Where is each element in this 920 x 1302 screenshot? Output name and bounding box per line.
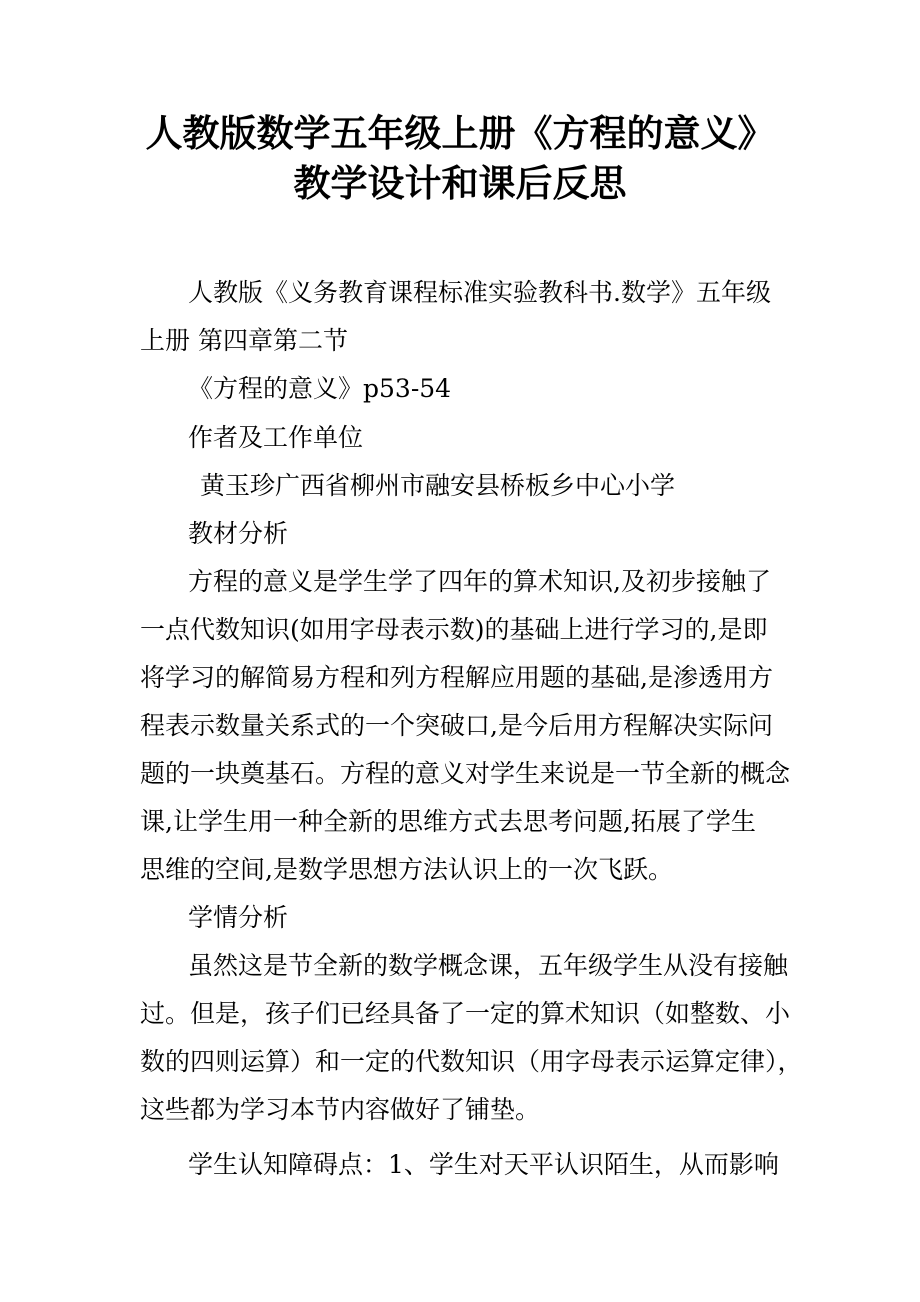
paragraph-line: 程表示数量关系式的一个突破口,是今后用方程解决实际问 [140,711,773,740]
paragraph-line: 数的四则运算）和一定的代数知识（用字母表示运算定律）， [140,1047,803,1076]
document-title-line-1: 人教版数学五年级上册《方程的意义》 [145,112,775,155]
author-heading: 作者及工作单位 [188,423,364,452]
author-info: 黄玉珍广西省柳州市融安县桥板乡中心小学 [200,471,676,500]
material-analysis-heading: 教材分析 [188,519,289,548]
paragraph-line: 题的一块奠基石。方程的意义对学生来说是一节全新的概念 [140,759,791,788]
textbook-info-line: 人教版《义务教育课程标准实验教科书.数学》五年级 [188,278,771,307]
paragraph-line: 一点代数知识(如用字母表示数)的基础上进行学习的,是即 [140,615,768,644]
document-title-line-2: 教学设计和课后反思 [293,162,627,205]
paragraph-line: 将学习的解简易方程和列方程解应用题的基础,是渗透用方 [140,663,773,692]
paragraph-line: 这些都为学习本节内容做好了铺垫。 [140,1095,541,1124]
paragraph-line: 虽然这是节全新的数学概念课，五年级学生从没有接触 [188,951,789,980]
paragraph-line: 课,让学生用一种全新的思维方式去思考问题,拓展了学生 [140,807,756,836]
paragraph-line: 思维的空间,是数学思想方法认识上的一次飞跃。 [140,855,673,884]
paragraph-line: 方程的意义是学生学了四年的算术知识,及初步接触了 [188,567,771,596]
paragraph-line: 学生认知障碍点：1、学生对天平认识陌生，从而影响 [188,1150,779,1179]
textbook-info-line-cont: 上册 第四章第二节 [140,326,348,355]
student-analysis-heading: 学情分析 [188,903,289,932]
lesson-reference: 《方程的意义》p53-54 [188,374,452,403]
paragraph-line: 过。但是，孩子们已经具备了一定的算术知识（如整数、小 [140,999,791,1028]
